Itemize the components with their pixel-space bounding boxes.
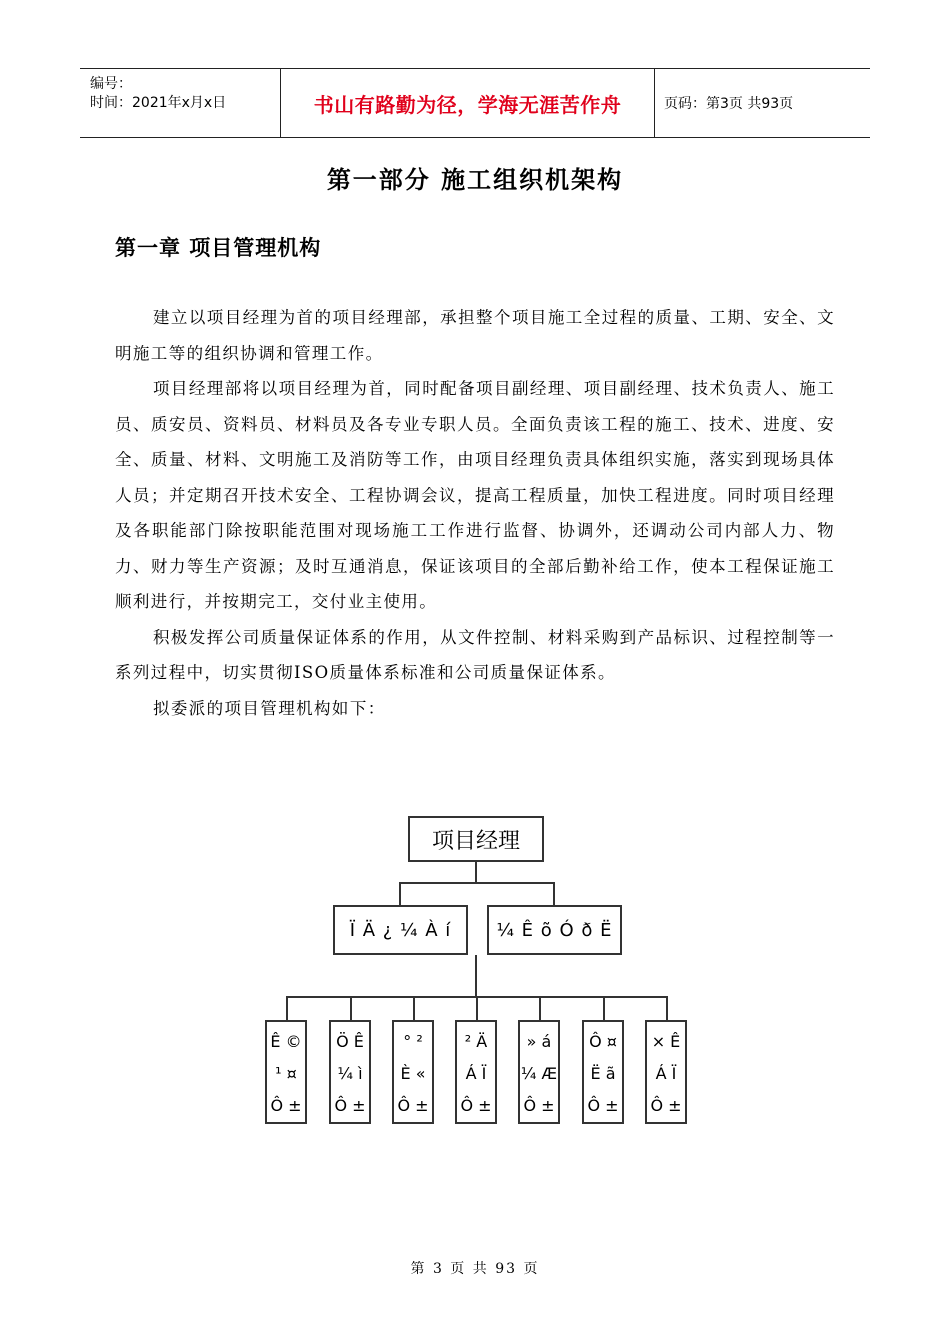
connector-line: [476, 996, 478, 1021]
header-page-cell: [654, 69, 870, 137]
chapter-title: 第一章 项目管理机构: [115, 236, 322, 260]
header-meta-cell: [80, 69, 280, 137]
org-leaf-node: » á ¼ Æ Ô ±: [518, 1020, 560, 1124]
org-node-project-manager: 项目经理: [408, 816, 544, 862]
page-info: 页码：第3页 共93页: [664, 96, 794, 112]
connector-line: [539, 996, 541, 1021]
document-number-label: 编号：: [90, 76, 132, 92]
paragraph: 建立以项目经理为首的项目经理部，承担整个项目施工全过程的质量、工期、安全、文明施工等的组织协调和管理工作。: [115, 308, 835, 363]
org-node-deputy: Ï Ä ¿ ¼ À í: [333, 905, 468, 955]
connector-line: [475, 955, 477, 997]
page-header: [80, 68, 870, 138]
connector-line: [286, 996, 668, 998]
paragraph: 积极发挥公司质量保证体系的作用，从文件控制、材料采购到产品标识、过程控制等一系列过程中，切实贯彻ISO质量体系标准和公司质量保证体系。: [115, 627, 835, 682]
org-node-technical-lead: ¼ Ê õ Ó ð Ë: [487, 905, 622, 955]
org-leaf-node: Ê © ¹ ¤ Ô ±: [265, 1020, 307, 1124]
connector-line: [475, 862, 477, 883]
org-leaf-node: × Ê Á Ï Ô ±: [645, 1020, 687, 1124]
connector-line: [399, 882, 401, 906]
org-leaf-node: ² Ä Á Ï Ô ±: [455, 1020, 497, 1124]
connector-line: [666, 996, 668, 1021]
connector-line: [603, 996, 605, 1021]
connector-line: [399, 882, 555, 884]
connector-line: [286, 996, 288, 1021]
body-text: [115, 300, 835, 726]
document-time-label: 时间：2021年x月x日: [90, 95, 227, 111]
connector-line: [413, 996, 415, 1021]
part-title: 第一部分 施工组织机架构: [326, 166, 624, 194]
org-leaf-node: Ö Ê ¼ ì Ô ±: [329, 1020, 371, 1124]
org-leaf-node: ° ² È « Ô ±: [392, 1020, 434, 1124]
org-leaf-node: Ô ¤ Ë ã Ô ±: [582, 1020, 624, 1124]
motto-text: 书山有路勤为径，学海无涯苦作舟: [313, 92, 622, 117]
header-motto-cell: [280, 69, 655, 137]
paragraph: 项目经理部将以项目经理为首，同时配备项目副经理、项目副经理、技术负责人、施工员、质安员、资料员、材料员及各专业专职人员。全面负责该工程的施工、技术、进度、安全、质量、材料、文明施工及消防等工作，由项目经理负责具体组织实施，落实到现场具体人员；并定期召开技术安全、工程协调会议，提高工程质量，加快工程进度。同时项目经理及各职能部门除按职能范围对现场施工工作进行监督、协调外，还调动公司内部人力、物力、财力等生产资源；及时互通消息，保证该项目的全部后勤补给工作，使本工程保证施工顺利进行，并按期完工，交付业主使用。: [115, 379, 835, 611]
page-footer: 第 3 页 共 93 页: [410, 1261, 540, 1277]
paragraph: 拟委派的项目管理机构如下：: [152, 698, 386, 718]
connector-line: [350, 996, 352, 1021]
connector-line: [553, 882, 555, 906]
